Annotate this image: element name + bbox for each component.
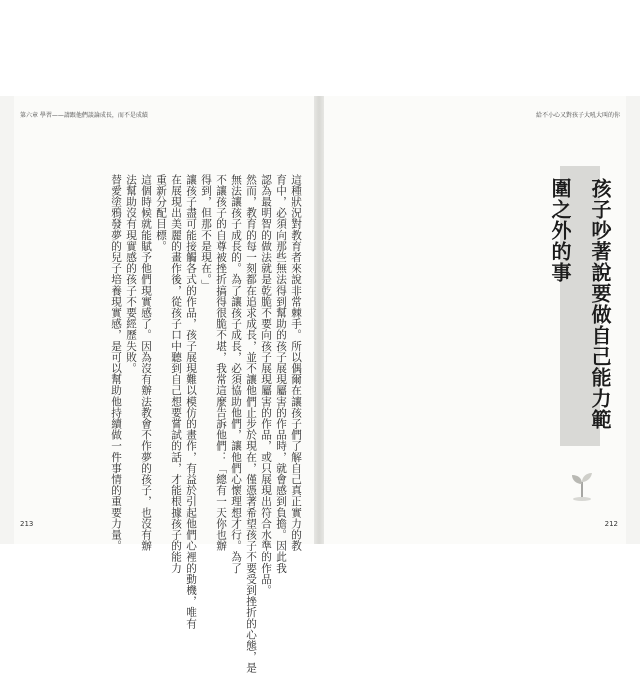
- body-line: 讓孩子盡可能接觸各式的作品，孩子展現難以模仿的畫作，有益於引起他們心裡的動機，唯有: [185, 174, 197, 630]
- right-page-number: 212: [604, 520, 618, 528]
- left-running-head: 第六章 學習——請跟他們談論成長，而不是成績: [20, 112, 148, 119]
- body-line: 這種狀況對教育者來說非常棘手。所以偶爾在讓孩子們了解自己真正實力的教: [290, 174, 302, 552]
- body-line: 認為最明智的做法就是乾脆不要向孩子展現屬害的作品，或只展現出符合水準的作品。: [260, 174, 272, 596]
- body-line: 得到，但那不是現在。」: [200, 174, 212, 291]
- left-page-body: [108, 174, 303, 674]
- chapter-title: 孩子吵著說要做自己能力範圍之外的事: [548, 178, 612, 430]
- body-line: 法幫助沒有現實感的孩子不要經歷失敗。: [125, 174, 137, 374]
- sprout-icon: [566, 468, 598, 502]
- body-line: 無法讓孩子成長的。為了讓孩子成長，必須協助他們，讓他們心懷理想才行。為了: [230, 174, 242, 574]
- chapter-title-box: [548, 166, 612, 446]
- body-line: 育中，必須向那些無法得到幫助的孩子展現屬害的作品時，就會感到負擔。因此我: [275, 174, 287, 574]
- body-line: 這個時候就能賦予他們現實感了。因為沒有辦法教會不作夢的孩子，也沒有辦: [140, 174, 152, 552]
- book-gutter: [314, 96, 324, 544]
- body-line: 重新分配目標。: [155, 174, 167, 252]
- body-line: 不讓孩子的自尊被挫折搞得很脆不堪，我常這麼告訴他們：「總有一天你也辦: [215, 174, 227, 552]
- right-running-head: 給不小心又對孩子大吼大叫的你: [535, 112, 620, 119]
- body-line: 然而，教育的每一刻都在追求成長，並不讓他們止步於現在，僅憑著希望孩子不要受到挫折的心態，是: [245, 174, 257, 674]
- body-line: 替愛塗鴉發夢的兒子培養現實感，是可以幫助他持續做一件事情的重要力量。: [110, 174, 122, 552]
- left-page-number: 213: [20, 520, 34, 528]
- body-line: 在展現出美麗的畫作後，從孩子口中聽到自己想要嘗試的話，才能根據孩子的能力: [170, 174, 182, 574]
